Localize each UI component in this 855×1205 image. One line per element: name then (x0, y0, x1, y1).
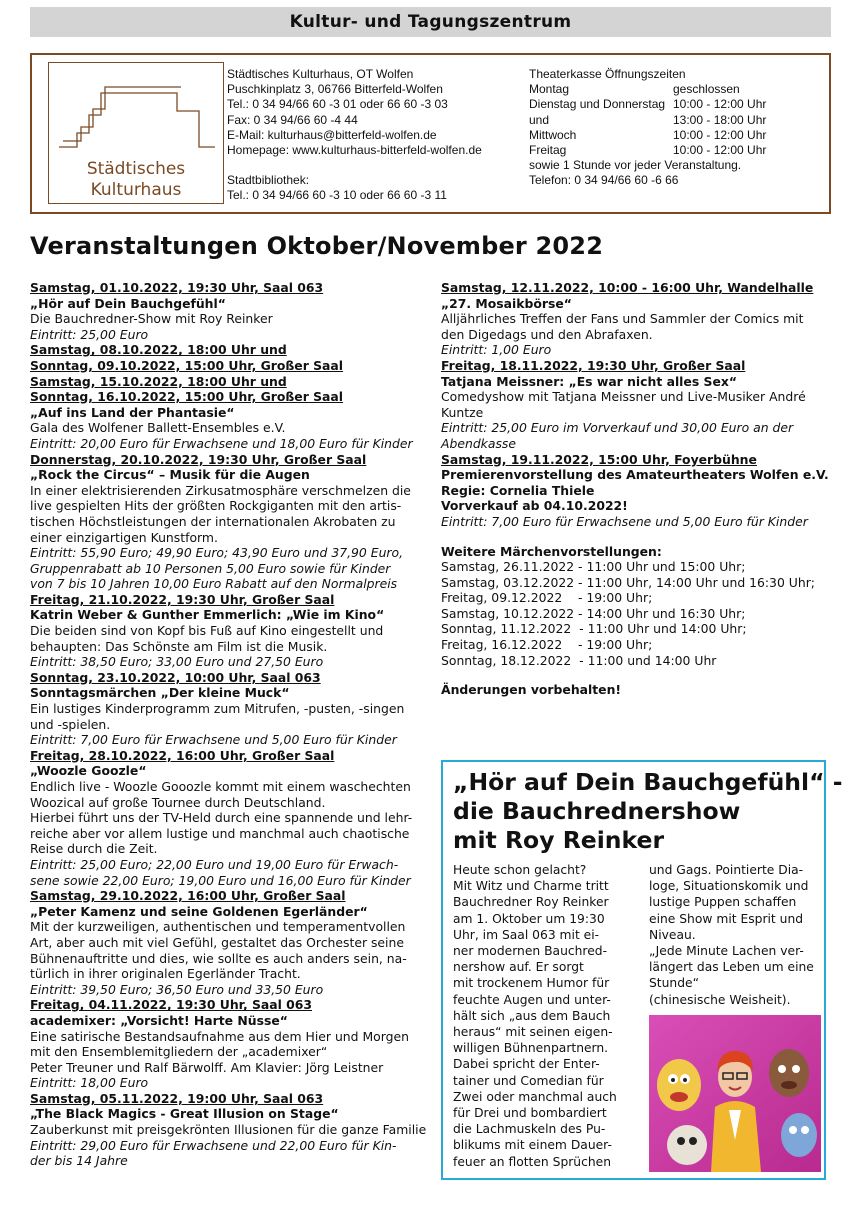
promo-text-line: loge, Situationskomik und (649, 879, 809, 894)
box-office-row (529, 97, 799, 112)
promo-text-line: längert das Leben um eine (649, 960, 814, 975)
event-title: Premierenvorstellung des Amateurtheaters Wolfen e.V. (441, 467, 829, 483)
box-office-time: 13:00 - 18:00 Uhr (673, 112, 767, 127)
contact-line: Tel.: 0 34 94/66 60 -3 01 oder 66 60 -3 03 (227, 97, 448, 112)
event-price: Eintritt: 1,00 Euro (441, 342, 552, 358)
event-description: Kuntze (441, 404, 484, 420)
event-date: Sonntag, 23.10.2022, 10:00 Uhr, Saal 063 (30, 669, 321, 685)
event-price: von 7 bis 10 Jahren 10,00 Euro Rabatt auf den Normalpreis (30, 576, 398, 592)
box-office-day: Dienstag und Donnerstag (529, 97, 666, 112)
event-description: Eine satirische Bestandsaufnahme aus dem Hier und Morgen (30, 1028, 409, 1044)
box-office-row (529, 113, 799, 128)
contact-block (227, 67, 482, 204)
performer-photo (649, 1015, 821, 1172)
box-office-time: geschlossen (673, 82, 740, 97)
box-office-time: 10:00 - 12:00 Uhr (673, 127, 767, 142)
info-box (30, 53, 831, 214)
contact-homepage: Homepage: www.kulturhaus-bitterfeld-wolfen.de (227, 143, 482, 158)
more-shows-line: Samstag, 10.12.2022 - 14:00 Uhr und 16:30 Uhr; (441, 605, 746, 621)
kulturhaus-logo (48, 62, 224, 204)
box-office-day: und (529, 112, 550, 127)
event-title: academixer: „Vorsicht! Harte Nüsse“ (30, 1012, 288, 1028)
ventriloquist-image (649, 1015, 821, 1172)
event-date: Samstag, 08.10.2022, 18:00 Uhr und (30, 342, 287, 358)
promo-text-line: feuer an flotten Sprüchen (453, 1154, 612, 1169)
event-price: Abendkasse (441, 435, 516, 451)
promo-text-line: ner modernen Bauchred- (453, 944, 608, 959)
event-date: Sonntag, 16.10.2022, 15:00 Uhr, Großer Saal (30, 389, 344, 405)
event-date: Samstag, 05.11.2022, 19:00 Uhr, Saal 063 (30, 1090, 324, 1106)
more-shows-title: Weitere Märchenvorstellungen: (441, 543, 662, 559)
right-event-column (441, 280, 831, 698)
event-description: Die Bauchredner-Show mit Roy Reinker (30, 311, 273, 327)
promo-text-line: Niveau. (649, 927, 696, 942)
promo-text-line: „Jede Minute Lachen ver- (649, 944, 804, 959)
event-price: Eintritt: 18,00 Euro (30, 1075, 149, 1091)
event-description: live gespielten Hits der größten Rockgiganten mit den artis- (30, 498, 402, 514)
promo-text-line: blikums mit einem Dauer- (453, 1138, 612, 1153)
promo-text-line: mit trockenem Humor für (453, 976, 610, 991)
event-price: Eintritt: 7,00 Euro für Erwachsene und 5,00 Euro für Kinder (30, 732, 397, 748)
event-title: Katrin Weber & Gunther Emmerlich: „Wie im Kino“ (30, 607, 385, 623)
event-description: Peter Treuner und Ralf Bärwolff. Am Klavier: Jörg Leistner (30, 1059, 384, 1075)
more-shows-line: Sonntag, 11.12.2022 - 11:00 Uhr und 14:00 Uhr; (441, 621, 747, 637)
event-price: Eintritt: 38,50 Euro; 33,00 Euro und 27,50 Euro (30, 654, 324, 670)
event-date: Samstag, 15.10.2022, 18:00 Uhr und (30, 373, 287, 389)
promo-text-line: Zwei oder manchmal auch (453, 1089, 617, 1104)
event-title: „The Black Magics - Great Illusion on Stage“ (30, 1106, 339, 1122)
event-description: In einer elektrisierenden Zirkusatmosphäre verschmelzen die (30, 482, 411, 498)
more-shows-line: Samstag, 03.12.2022 - 11:00 Uhr, 14:00 Uhr und 16:30 Uhr; (441, 574, 815, 590)
event-date: Donnerstag, 20.10.2022, 19:30 Uhr, Großer Saal (30, 451, 367, 467)
more-shows-line: Freitag, 09.12.2022 - 19:00 Uhr; (441, 590, 653, 606)
event-description: Endlich live - Woozle Gooozle kommt mit einem waschechten (30, 779, 411, 794)
event-description: Art, aber auch mit viel Gefühl, gestaltet das Orchester seine (30, 934, 404, 950)
event-title: „Auf ins Land der Phantasie“ (30, 404, 235, 420)
box-office-phone: Telefon: 0 34 94/66 60 -6 66 (529, 173, 679, 188)
box-office-title: Theaterkasse Öffnungszeiten (529, 67, 686, 81)
event-title: Tatjana Meissner: „Es war nicht alles Sex“ (441, 373, 737, 389)
more-shows-line: Sonntag, 18.12.2022 - 11:00 und 14:00 Uhr (441, 652, 717, 668)
event-price: Eintritt: 25,00 Euro im Vorverkauf und 30,00 Euro an der (441, 420, 794, 436)
promo-title-line: mit Roy Reinker (453, 826, 665, 854)
more-shows-line: Freitag, 16.12.2022 - 19:00 Uhr; (441, 637, 653, 653)
event-title: Regie: Cornelia Thiele (441, 482, 595, 498)
event-description: Comedyshow mit Tatjana Meissner und Live-Musiker André (441, 389, 806, 405)
event-description: behaupten: Das Schönste am Film ist die Musik. (30, 638, 328, 654)
event-price: Eintritt: 20,00 Euro für Erwachsene und 18,00 Euro für Kinder (30, 435, 413, 451)
event-title: „Rock the Circus“ – Musik für die Augen (30, 467, 310, 483)
event-description: Reise durch die Zeit. (30, 841, 158, 857)
event-description: Alljährliches Treffen der Fans und Sammler der Comics mit (441, 311, 804, 327)
promo-text-line: Dabei spricht der Enter- (453, 1057, 600, 1072)
promo-text-line: (chinesische Weisheit). (649, 992, 791, 1007)
contact-email: E-Mail: kulturhaus@bitterfeld-wolfen.de (227, 127, 437, 142)
box-office-note: sowie 1 Stunde vor jeder Veranstaltung. (529, 158, 742, 173)
event-date: Samstag, 12.11.2022, 10:00 - 16:00 Uhr, Wandelhalle (441, 280, 814, 295)
event-price: Eintritt: 25,00 Euro (30, 326, 149, 342)
event-date: Freitag, 21.10.2022, 19:30 Uhr, Großer Saal (30, 591, 335, 607)
event-description: einer einzigartigen Kunstform. (30, 529, 218, 545)
promo-text-line: nershow auf. Er sorgt (453, 960, 584, 975)
box-office-row (529, 82, 799, 97)
header-title: Kultur- und Tagungszentrum (289, 12, 572, 32)
event-price: Eintritt: 29,00 Euro für Erwachsene und 22,00 Euro für Kin- (30, 1137, 397, 1153)
event-price: Eintritt: 25,00 Euro; 22,00 Euro und 19,00 Euro für Erwach- (30, 856, 399, 872)
contact-line: Städtisches Kulturhaus, OT Wolfen (227, 67, 414, 81)
promo-text-line: Stunde“ (649, 976, 699, 991)
event-description: Hierbei führt uns der TV-Held durch eine spannende und lehr- (30, 810, 413, 826)
contact-line: Fax: 0 34 94/66 60 -4 44 (227, 112, 358, 127)
promo-text-col-1 (453, 862, 641, 1170)
promo-text-line: feuchte Augen und unter- (453, 992, 611, 1007)
event-description: tischen Höchstleistungen der internationalen Akrobaten zu (30, 513, 396, 529)
promo-title (453, 768, 842, 855)
promo-text-col-2 (649, 862, 821, 1008)
contact-line: Puschkinplatz 3, 06766 Bitterfeld-Wolfen (227, 82, 443, 97)
promo-text-line: für Drei und bombardiert (453, 1106, 607, 1121)
promo-text-line: tainer und Comedian für (453, 1073, 604, 1088)
box-office-row (529, 128, 799, 143)
more-shows-line: Samstag, 26.11.2022 - 11:00 Uhr und 15:00 Uhr; (441, 559, 746, 575)
event-price: Eintritt: 7,00 Euro für Erwachsene und 5,00 Euro für Kinder (441, 513, 808, 529)
event-description: und -spielen. (30, 716, 111, 732)
event-price: der bis 14 Jahre (30, 1153, 128, 1169)
changes-note: Änderungen vorbehalten! (441, 682, 622, 698)
box-office-block (529, 67, 799, 189)
promo-text-line: lustige Puppen schaffen (649, 895, 797, 910)
box-office-row (529, 143, 799, 158)
promo-text-line: die Lachmuskeln des Pu- (453, 1122, 606, 1137)
event-date: Freitag, 18.11.2022, 19:30 Uhr, Großer Saal (441, 357, 746, 373)
box-office-time: 10:00 - 12:00 Uhr (673, 97, 767, 112)
promo-text-line: am 1. Oktober um 19:30 (453, 911, 605, 926)
event-title: Sonntagsmärchen „Der kleine Muck“ (30, 685, 290, 701)
event-price: Eintritt: 39,50 Euro; 36,50 Euro und 33,50 Euro (30, 981, 324, 997)
promo-text-line: Heute schon gelacht? (453, 863, 587, 877)
event-price: sene sowie 22,00 Euro; 19,00 Euro und 16,00 Euro für Kinder (30, 872, 411, 888)
event-date: Samstag, 29.10.2022, 16:00 Uhr, Großer Saal (30, 888, 346, 904)
event-description: reiche aber vor allem lustige und manchmal auch chaotische (30, 825, 410, 841)
promo-text-line: willigen Bühnenpartnern. (453, 1041, 609, 1056)
event-title: „Hör auf Dein Bauchgefühl“ (30, 295, 226, 311)
event-description: Bühnenauftritte und dies, wie sollte es auch anders sein, na- (30, 950, 407, 966)
header-bar (30, 7, 831, 37)
promo-text-line: Uhr, im Saal 063 mit ei- (453, 927, 600, 942)
event-date: Sonntag, 09.10.2022, 15:00 Uhr, Großer Saal (30, 357, 344, 373)
promo-text-line: und Gags. Pointierte Dia- (649, 863, 804, 877)
event-description: Ein lustiges Kinderprogramm zum Mitrufen, -pusten, -singen (30, 701, 405, 717)
box-office-day: Montag (529, 82, 570, 97)
event-date: Freitag, 28.10.2022, 16:00 Uhr, Großer Saal (30, 747, 335, 763)
box-office-day: Mittwoch (529, 127, 577, 142)
event-title: „Woozle Goozle“ (30, 763, 147, 779)
promo-text-line: eine Show mit Esprit und (649, 911, 804, 926)
event-description: mit den Ensemblemitgliedern der „academixer“ (30, 1044, 328, 1060)
event-title: Vorverkauf ab 04.10.2022! (441, 498, 628, 514)
event-price: Eintritt: 55,90 Euro; 49,90 Euro; 43,90 Euro und 37,90 Euro, (30, 545, 404, 561)
event-title: „Peter Kamenz und seine Goldenen Egerländer“ (30, 903, 368, 919)
event-description: Die beiden sind von Kopf bis Fuß auf Kino eingestellt und (30, 623, 384, 639)
promo-text-line: hält sich „aus dem Bauch (453, 1008, 611, 1023)
event-description: Woozical auf große Tournee durch Deutschland. (30, 794, 326, 810)
library-tel: Tel.: 0 34 94/66 60 -3 10 oder 66 60 -3 11 (227, 188, 447, 203)
page-title: Veranstaltungen Oktober/November 2022 (30, 232, 604, 260)
event-description: Mit der kurzweiligen, authentischen und temperamentvollen (30, 919, 406, 935)
event-description: türlich in ihrer originalen Egerländer Tracht. (30, 966, 301, 982)
promo-title-line: „Hör auf Dein Bauchgefühl“ - (453, 768, 843, 796)
logo-line-2: Kulturhaus (90, 180, 182, 200)
promo-box (441, 760, 843, 1180)
promo-text-line: heraus“ mit seinen eigen- (453, 1025, 613, 1040)
event-description: Gala des Wolfener Ballett-Ensembles e.V. (30, 420, 286, 436)
promo-text-line: Mit Witz und Charme tritt (453, 879, 609, 894)
event-date: Samstag, 01.10.2022, 19:30 Uhr, Saal 063 (30, 280, 324, 295)
box-office-time: 10:00 - 12:00 Uhr (673, 143, 767, 158)
left-event-column (30, 280, 427, 1169)
promo-title-line: die Bauchrednershow (453, 797, 741, 825)
event-date: Freitag, 04.11.2022, 19:30 Uhr, Saal 063 (30, 997, 313, 1013)
logo-line-1: Städtisches (86, 159, 186, 179)
event-description: Zauberkunst mit preisgekrönten Illusionen für die ganze Familie (30, 1122, 427, 1138)
box-office-day: Freitag (529, 143, 567, 158)
event-description: den Digedags und den Abrafaxen. (441, 326, 653, 342)
event-date: Samstag, 19.11.2022, 15:00 Uhr, Foyerbühne (441, 451, 757, 467)
promo-text-line: Bauchredner Roy Reinker (453, 895, 609, 910)
event-title: „27. Mosaikbörse“ (441, 295, 572, 311)
library-label: Stadtbibliothek: (227, 173, 310, 188)
event-price: Gruppenrabatt ab 10 Personen 5,00 Euro sowie für Kinder (30, 560, 391, 576)
